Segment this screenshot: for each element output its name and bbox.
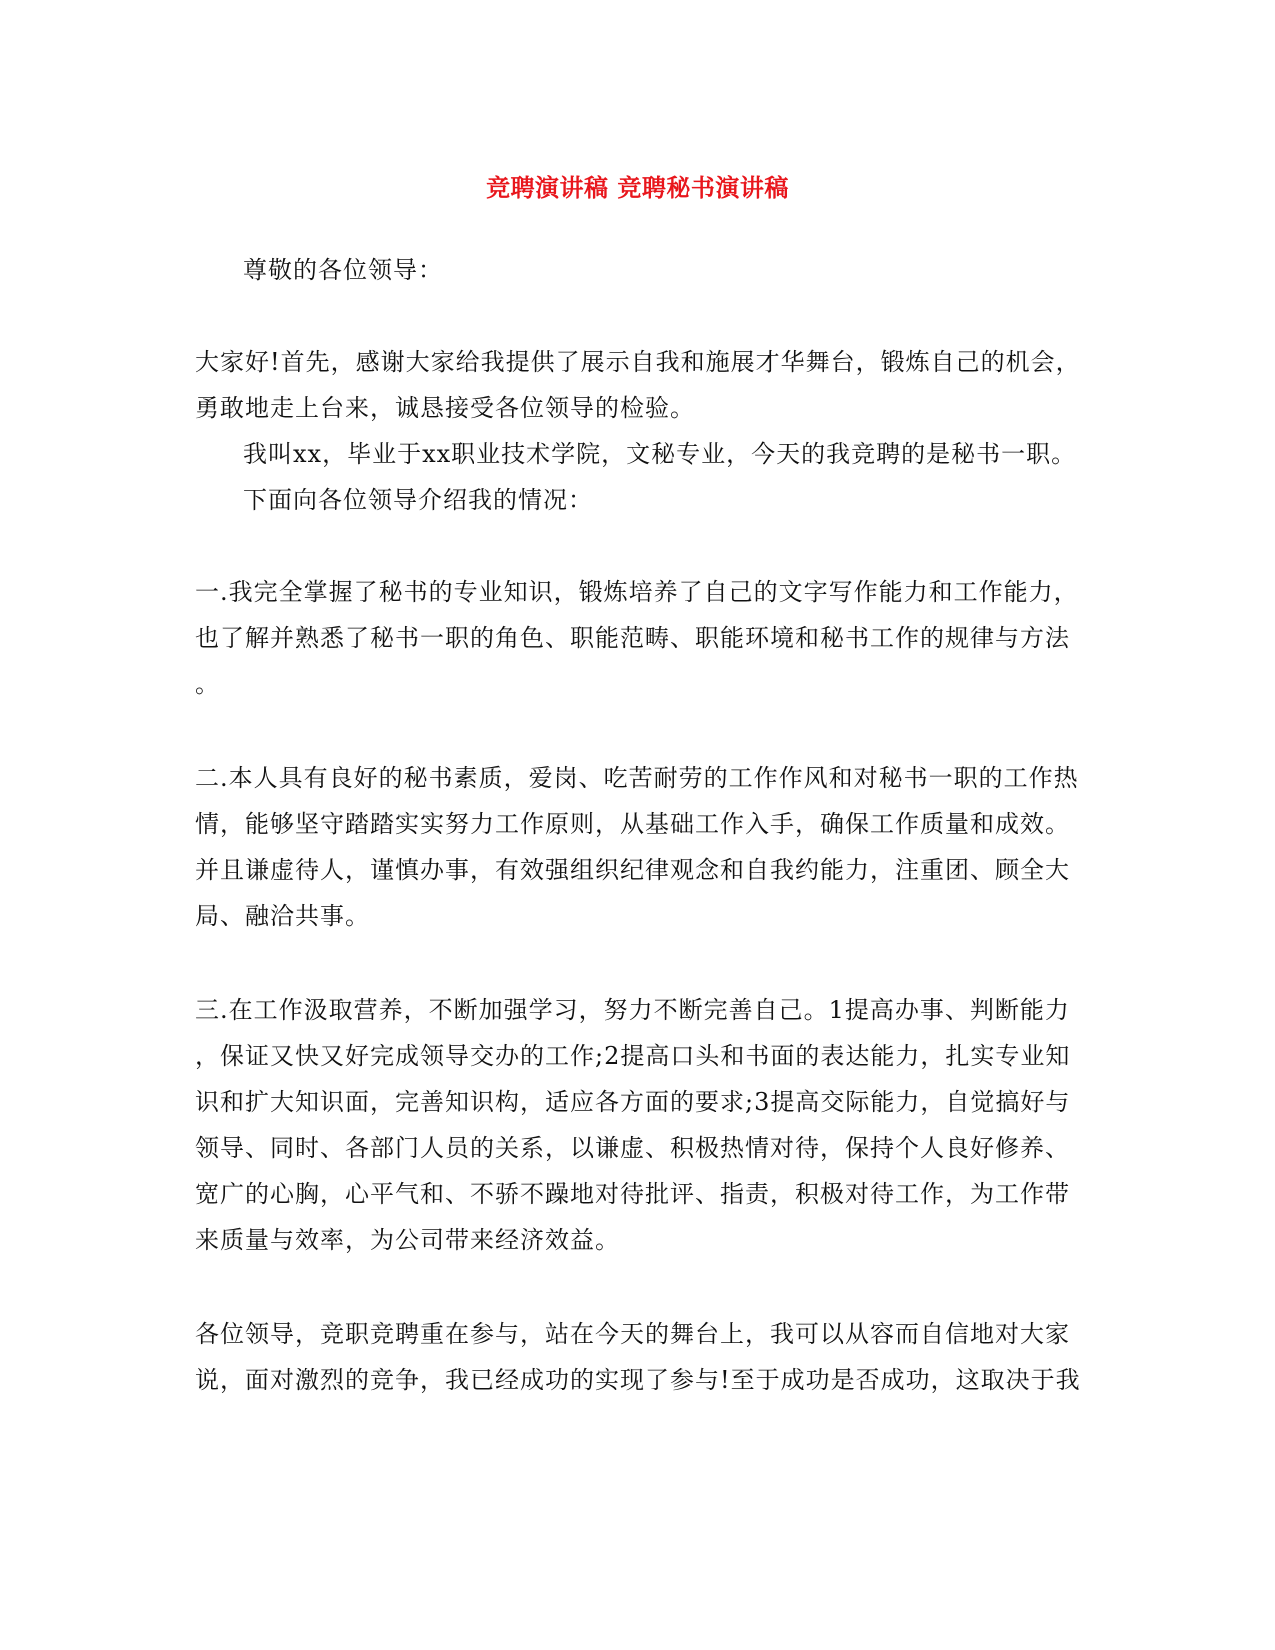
document-title: 竞聘演讲稿 竞聘秘书演讲稿 bbox=[486, 174, 789, 202]
body-line: 情，能够坚守踏踏实实努力工作原则，从基础工作入手，确保工作质量和成效。 bbox=[195, 810, 1070, 838]
body-line: 一.我完全掌握了秘书的专业知识，锻炼培养了自己的文字写作能力和工作能力， bbox=[195, 578, 1079, 606]
body-line: 并且谦虚待人，谨慎办事，有效强组织纪律观念和自我约能力，注重团、顾全大 bbox=[195, 856, 1070, 884]
body-line: 我叫xx，毕业于xx职业技术学院，文秘专业，今天的我竞聘的是秘书一职。 bbox=[243, 440, 1077, 468]
body-line: 下面向各位领导介绍我的情况： bbox=[243, 486, 593, 514]
body-line: 各位领导，竞职竞聘重在参与，站在今天的舞台上，我可以从容而自信地对大家 bbox=[195, 1320, 1070, 1348]
body-line: 也了解并熟悉了秘书一职的角色、职能范畴、职能环境和秘书工作的规律与方法 bbox=[195, 624, 1070, 652]
body-line: 宽广的心胸，心平气和、不骄不躁地对待批评、指责，积极对待工作，为工作带 bbox=[195, 1180, 1070, 1208]
body-line: 说，面对激烈的竞争，我已经成功的实现了参与!至于成功是否成功，这取决于我 bbox=[195, 1366, 1081, 1394]
body-line: 勇敢地走上台来，诚恳接受各位领导的检验。 bbox=[195, 394, 695, 422]
body-line: 三.在工作汲取营养，不断加强学习，努力不断完善自己。1提高办事、判断能力 bbox=[195, 996, 1070, 1024]
body-line: 识和扩大知识面，完善知识构，适应各方面的要求;3提高交际能力，自觉搞好与 bbox=[195, 1088, 1071, 1116]
body-line: 来质量与效率，为公司带来经济效益。 bbox=[195, 1226, 620, 1254]
body-line: 大家好!首先，感谢大家给我提供了展示自我和施展才华舞台，锻炼自己的机会， bbox=[195, 348, 1081, 376]
body-line: 。 bbox=[195, 670, 220, 698]
body-line: 局、融洽共事。 bbox=[195, 902, 370, 930]
body-line: 领导、同时、各部门人员的关系，以谦虚、积极热情对待，保持个人良好修养、 bbox=[195, 1134, 1070, 1162]
body-line: ，保证又快又好完成领导交办的工作;2提高口头和书面的表达能力，扎实专业知 bbox=[195, 1042, 1071, 1070]
greeting-line: 尊敬的各位领导： bbox=[243, 256, 443, 284]
body-line: 二.本人具有良好的秘书素质，爱岗、吃苦耐劳的工作作风和对秘书一职的工作热 bbox=[195, 764, 1079, 792]
